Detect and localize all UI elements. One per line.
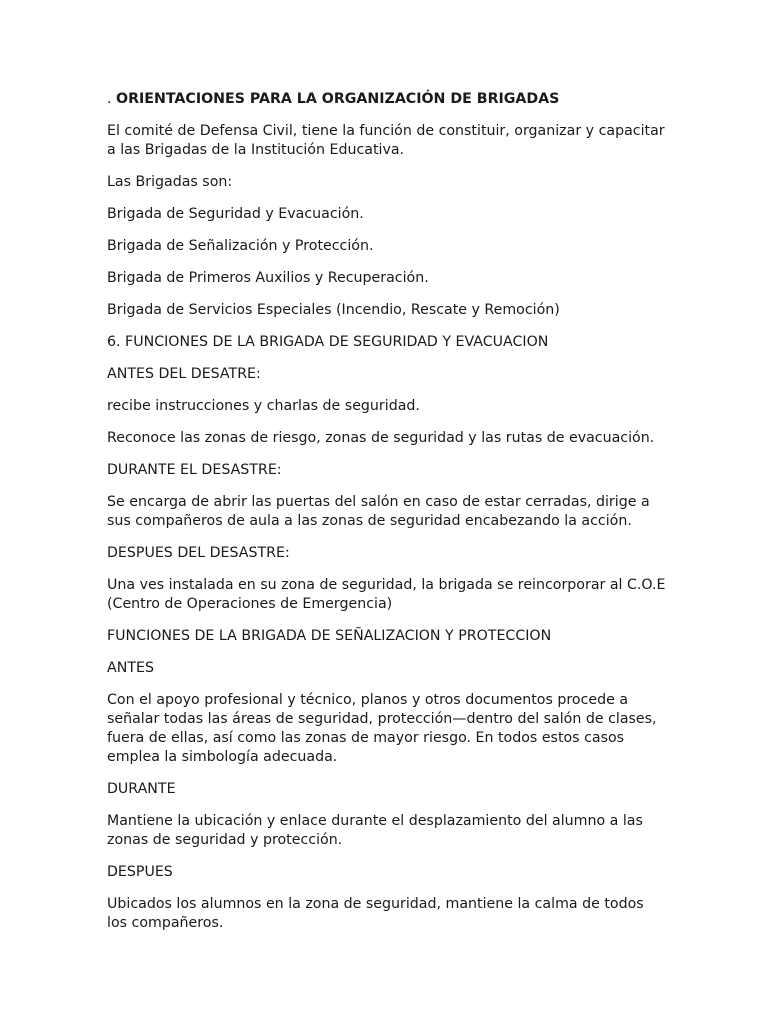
document-page <box>107 90 667 946</box>
subheading-after: DESPUES DEL DESASTRE: <box>107 545 290 561</box>
title-text: ORIENTACIONES PARA LA ORGANIZACIÓN DE BRIGADAS <box>116 91 560 107</box>
paragraph-brigade-1: Brigada de Seguridad y Evacuación. <box>107 206 364 222</box>
paragraph-brigades-heading: Las Brigadas son: <box>107 174 233 190</box>
paragraph-before-2: Reconoce las zonas de riesgo, zonas de seguridad y las rutas de evacuación. <box>107 430 655 446</box>
subheading-during: DURANTE EL DESASTRE: <box>107 462 282 478</box>
section-heading-security: 6. FUNCIONES DE LA BRIGADA DE SEGURIDAD Y EVACUACION <box>107 334 549 350</box>
paragraph-before-1: recibe instrucciones y charlas de seguridad. <box>107 398 420 414</box>
paragraph-brigade-3: Brigada de Primeros Auxilios y Recuperación. <box>107 270 429 286</box>
subheading-durante: DURANTE <box>107 781 176 797</box>
title-prefix: . <box>107 91 117 107</box>
paragraph-brigade-2: Brigada de Señalización y Protección. <box>107 238 374 254</box>
section-heading-signage: FUNCIONES DE LA BRIGADA DE SEÑALIZACION Y PROTECCION <box>107 628 552 644</box>
paragraph-after: Una ves instalada en su zona de seguridad, la brigada se reincorporar al C.O.E (Centro de Operaciones de Emergencia) <box>107 577 666 612</box>
paragraph-antes: Con el apoyo profesional y técnico, planos y otros documentos procede a señalar todas las áreas de seguridad, protección—dentro del salón de clases, fuera de ellas, así como las zonas de mayor riesgo. En todos estos casos emplea la simbología adecuada. <box>107 692 657 765</box>
paragraph-despues: Ubicados los alumnos en la zona de seguridad, mantiene la calma de todos los compañeros. <box>107 896 644 931</box>
subheading-before: ANTES DEL DESATRE: <box>107 366 261 382</box>
subheading-despues: DESPUES <box>107 864 173 880</box>
paragraph-durante: Mantiene la ubicación y enlace durante el desplazamiento del alumno a las zonas de seguridad y protección. <box>107 813 643 848</box>
paragraph-brigade-4: Brigada de Servicios Especiales (Incendio, Rescate y Remoción) <box>107 302 560 318</box>
subheading-antes: ANTES <box>107 660 154 676</box>
document-title <box>107 90 667 109</box>
paragraph-during: Se encarga de abrir las puertas del salón en caso de estar cerradas, dirige a sus compañeros de aula a las zonas de seguridad encabezando la acción. <box>107 494 650 529</box>
paragraph-intro: El comité de Defensa Civil, tiene la función de constituir, organizar y capacitar a las Brigadas de la Institución Educativa. <box>107 123 665 158</box>
